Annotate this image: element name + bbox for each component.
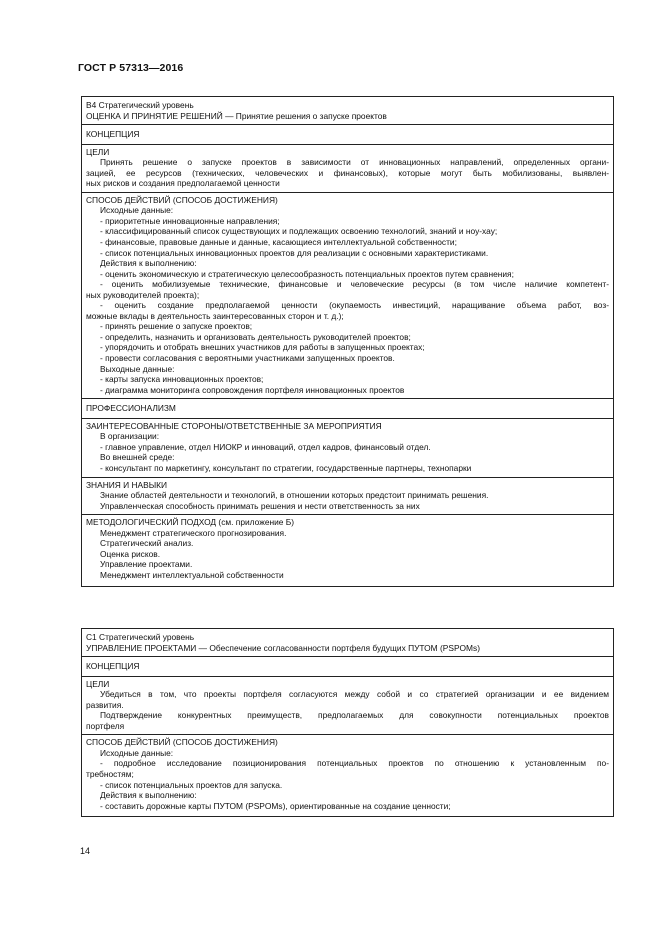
actions-label: Действия к выполнению: (100, 790, 197, 801)
list-item: - упорядочить и отобрать внешних участников для работы в запущенных проектах; (100, 342, 425, 353)
list-item: - карты запуска инновационных проектов; (100, 374, 264, 385)
methodology-line: Управление проектами. (100, 559, 193, 570)
outputs-label: Выходные данные: (100, 363, 175, 374)
concept-heading: КОНЦЕПЦИЯ (86, 129, 140, 140)
list-item: можные вклады в деятельность заинтересованных сторон и т. д.); (86, 310, 344, 321)
methodology-line: Менеджмент стратегического прогнозирования. (100, 527, 287, 538)
page-number: 14 (80, 846, 91, 856)
list-item: - подробное исследование позиционирования потенциальных проектов по отношению к установленным по- (100, 758, 609, 769)
goals-line: портфеля (86, 720, 125, 731)
list-item: - финансовые, правовые данные и данные, касающиеся интеллектуальной собственности; (100, 237, 457, 248)
list-item: требностям; (86, 769, 134, 780)
stakeholders-heading: ЗАИНТЕРЕСОВАННЫЕ СТОРОНЫ/ОТВЕТСТВЕННЫЕ ЗА МЕРОПРИЯТИЯ (86, 420, 382, 431)
goals-heading: ЦЕЛИ (86, 678, 110, 689)
list-item: - диаграмма мониторинга сопровождения портфеля инновационных проектов (100, 384, 405, 395)
table-title-section (82, 629, 613, 656)
stakeholders-section (82, 418, 613, 477)
internal-label: В организации: (100, 431, 160, 442)
list-item: - консультант по маркетингу, консультант по стратегии, государственные партнеры, технопарки (100, 462, 472, 473)
skills-line: Знание областей деятельности и технологий, в отношении которых предстоит принимать решения. (100, 490, 489, 501)
level-label: В4 Стратегический уровень (86, 100, 194, 110)
goals-section (82, 144, 613, 192)
skills-heading: ЗНАНИЯ И НАВЫКИ (86, 479, 168, 490)
method-heading: СПОСОБ ДЕЙСТВИЙ (СПОСОБ ДОСТИЖЕНИЯ) (86, 194, 278, 205)
methodology-section (82, 514, 613, 586)
goals-line: Убедиться в том, что проекты портфеля согласуются между собой и со стратегией организации и ее видением (100, 689, 609, 700)
methodology-line: Стратегический анализ. (100, 538, 194, 549)
table-title-section (82, 97, 613, 124)
goals-line: развития. (86, 699, 124, 710)
process-table-c1 (81, 628, 614, 817)
list-item: - классифицированный список существующих и подлежащих освоению технологий, знаний и ноу-хау; (100, 226, 498, 237)
concept-heading: КОНЦЕПЦИЯ (86, 661, 140, 672)
goals-heading: ЦЕЛИ (86, 146, 110, 157)
method-section (82, 734, 613, 816)
skills-line: Управленческая способность принимать решения и нести ответственность за них (100, 500, 420, 511)
list-item: - главное управление, отдел НИОКР и инноваций, отдел кадров, финансовый отдел. (100, 441, 431, 452)
document-header: ГОСТ Р 57313—2016 (78, 62, 184, 74)
list-item: - список потенциальных инновационных проектов для реализации с основными характеристиками. (100, 247, 489, 258)
list-item: ных руководителей проекта); (86, 289, 200, 300)
list-item: - список потенциальных проектов для запуска. (100, 779, 283, 790)
professionalism-section (82, 398, 613, 418)
process-title: ОЦЕНКА И ПРИНЯТИЕ РЕШЕНИЙ — Принятие решения о запуске проектов (86, 110, 387, 121)
inputs-label: Исходные данные: (100, 747, 174, 758)
list-item: - провести согласования с вероятными участниками запущенных проектов. (100, 353, 395, 364)
goals-line: ных рисков и создания предполагаемой ценности (86, 178, 280, 189)
professionalism-heading: ПРОФЕССИОНАЛИЗМ (86, 403, 176, 414)
concept-section (82, 124, 613, 144)
list-item: - приоритетные инновационные направления; (100, 215, 280, 226)
method-heading: СПОСОБ ДЕЙСТВИЙ (СПОСОБ ДОСТИЖЕНИЯ) (86, 737, 278, 748)
concept-section (82, 656, 613, 676)
goals-line: Подтверждение конкурентных преимуществ, предполагаемых для совокупности потенциальных проектов (100, 710, 609, 721)
process-table-b4 (81, 96, 614, 587)
goals-line: Принять решение о запуске проектов в зависимости от инновационных направлений, определенных органи- (100, 157, 609, 168)
list-item: - составить дорожные карты ПУТОМ (PSPOMs), ориентированные на создание ценности; (100, 800, 451, 811)
list-item: - принять решение о запуске проектов; (100, 321, 253, 332)
process-title: УПРАВЛЕНИЕ ПРОЕКТАМИ — Обеспечение согласованности портфеля будущих ПУТОМ (PSPOMs) (86, 642, 480, 653)
list-item: - оценить создание предполагаемой ценности (окупаемость инвестиций, наращивание объема работ, воз- (100, 300, 609, 311)
external-label: Во внешней среде: (100, 452, 175, 463)
actions-label: Действия к выполнению: (100, 258, 197, 269)
list-item: - оценить экономическую и стратегическую целесообразность потенциальных проектов путем сравнения; (100, 268, 514, 279)
inputs-label: Исходные данные: (100, 205, 174, 216)
level-label: С1 Стратегический уровень (86, 632, 195, 642)
skills-section (82, 477, 613, 515)
methodology-line: Менеджмент интеллектуальной собственности (100, 569, 284, 580)
list-item: - оценить мобилизуемые технические, финансовые и человеческие ресурсы (в том числе наличие компетент- (100, 279, 609, 290)
goals-line: зацией, ее ресурсов (технических, человеческих и финансовых), которые могут быть мобилизованы, выявлен- (86, 167, 609, 178)
methodology-heading: МЕТОДОЛОГИЧЕСКИЙ ПОДХОД (см. приложение Б) (86, 517, 295, 528)
methodology-line: Оценка рисков. (100, 548, 161, 559)
method-section (82, 192, 613, 398)
goals-section (82, 676, 613, 735)
list-item: - определить, назначить и организовать деятельность руководителей проектов; (100, 331, 411, 342)
